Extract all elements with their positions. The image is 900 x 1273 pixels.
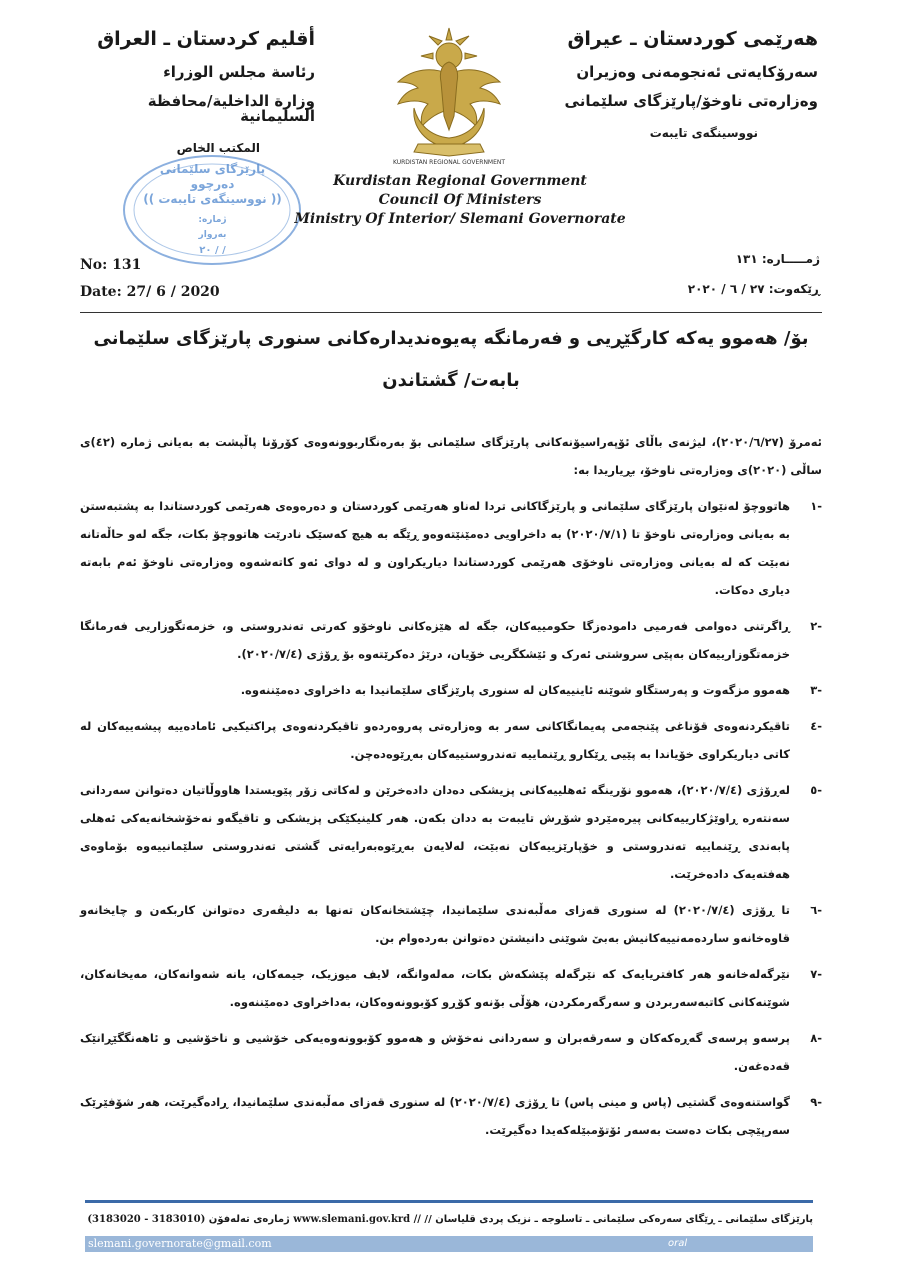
list-item bbox=[80, 492, 822, 604]
item-text: هاتووچۆ لەنێوان پارێزگای سلێمانی و پارێزگاکانی تردا لەناو هەرێمی کوردستان و دەرەوەی هەرێمی کوردستاندا بە پشتبەستن بە بەیانی وەزارەتی ناوخۆ تا (٢٠٢٠/٧/١) بە داخراویی دەمێنێتەوەو ڕێگە بە هیچ کەسێک نادرێت هاتووچۆ بکات، جگە لەو حاڵەتانە نەبێت کە لە بەیانی وەزارەتی ناوخۆی هەرێمی کوردستاندا دیاریکراون و لە دوای ئەو کاتەشەوە وەزارەتی ناوخۆ ئەم بابەتە دیاری دەکات. bbox=[80, 499, 790, 597]
item-text: لەڕۆژی (٢٠٢٠/٧/٤)، هەموو نۆرینگە ئەهلییەکانی پزیشکی دەدان دادەخرێن و لەکاتی زۆر پێویستدا هاووڵاتیان دەتوانن سەردانی سەنتەرە ڕاوێژکارییەکانی پیرەمێردو شۆڕش تایبەت بە ددان بکەن. هەر کلینیکێکی پزیشکی و تاقیگەو نەخۆشخانەیەکی ئەهلی پابەندی ڕێنماییە تەندروستی و خۆپارێزییەکان نەبێت، لەلایەن بەڕێوەبەرایەتی گشتی تەندروستی سلێمانییەوە بۆماوەی هەفتەیەک دادەخرێت. bbox=[80, 783, 791, 881]
kurdish-ministry: وەزارەتی ناوخۆ/پارێزگای سلێمانی bbox=[564, 92, 818, 110]
list-item bbox=[80, 712, 822, 768]
krg-eagle-emblem-icon bbox=[378, 12, 520, 172]
svg-text:KURDISTAN REGIONAL GOVERNMENT: KURDISTAN REGIONAL GOVERNMENT bbox=[392, 159, 506, 166]
list-item bbox=[80, 1024, 822, 1080]
stamp-line-6: / / ٢٠ bbox=[199, 245, 226, 256]
stamp-line-2: دەرچوو bbox=[190, 177, 235, 191]
list-item bbox=[80, 612, 822, 668]
subject-title: بابەت/ گشتاندن bbox=[382, 370, 520, 391]
stamp-line-1: پارێزگای سلێمانی bbox=[159, 162, 266, 176]
item-number: -٣ bbox=[810, 683, 822, 697]
item-number: -٦ bbox=[810, 903, 822, 917]
footer-divider bbox=[85, 1200, 813, 1203]
kurdish-office: نووسینگەی تایبەت bbox=[649, 126, 758, 140]
arabic-header bbox=[70, 30, 315, 154]
stamp-line-4: ژمارە: bbox=[198, 215, 227, 225]
arabic-office: المكتب الخاص bbox=[176, 141, 260, 155]
header-divider bbox=[80, 312, 822, 313]
footer-phones-label: ژمارەی تەلەفۆن bbox=[208, 1214, 290, 1225]
item-number: -٢ bbox=[810, 619, 822, 633]
arabic-ministry: وزارة الداخلية/محافظة السليمانية bbox=[147, 92, 315, 125]
stamp-line-3: (( نووسینگەی تایبەت )) bbox=[143, 192, 282, 206]
english-header bbox=[255, 172, 665, 229]
footer-website[interactable]: www.slemani.gov.krd // bbox=[293, 1214, 421, 1225]
document-body bbox=[80, 428, 822, 1152]
item-text: تا ڕۆژی (٢٠٢٠/٧/٤) لە سنوری قەزای مەڵبەندی سلێمانیدا، چێشتخانەکان تەنها بە دلیڤەری دەتوانن کاربکەن و چایخانەو قاوەخانەو ساردەمەنییەکانیش بەبێ شوێنی دانیشتن دەتوانن بەردەوام بن. bbox=[80, 903, 790, 945]
kurdish-council: سەرۆکایەتی ئەنجومەنی وەزیران bbox=[576, 63, 818, 81]
english-council: Council Of Ministers bbox=[378, 192, 542, 208]
footer-contacts bbox=[85, 1214, 813, 1225]
item-number: -٧ bbox=[810, 967, 822, 981]
intro-paragraph: ئەمرۆ (٢٠٢٠/٦/٢٧)، لیژنەی باڵای ئۆپەراسیۆنەکانی پارێزگای سلێمانی بۆ بەرەنگاربوونەوەی کۆرۆنا پاڵپشت بە بەیانی ژمارە (٤٢)ی ساڵی (٢٠٢٠)ی وەزارەتی ناوخۆ، بڕیاریدا بە: bbox=[80, 435, 822, 477]
item-number: -٨ bbox=[810, 1031, 822, 1045]
kurdish-header bbox=[518, 30, 818, 139]
kurdish-region: هەرێمی کوردستان ـ عیراق bbox=[567, 28, 818, 50]
item-text: نێرگەلەخانەو هەر کافتریایەک کە نێرگەلە پێشکەش بکات، مەلەوانگە، لایف میوزیک، جیمەکان، یانە شەوانەکان، مەیخانەکان، شوێنەکانی کاتبەسەربردن و سەرگەرمکردن، هۆڵی بۆنەو کۆڕو کۆبوونەوەکان، بەداخراوی دەمێننەوە. bbox=[80, 967, 790, 1009]
item-text: ڕاگرتنی دەوامی فەرمیی دامودەزگا حکومییەکان، جگە لە هێزەکانی ناوخۆو کەرتی تەندروستی و، خزمەتگوزاریی فەرمانگا خزمەتگوزارییەکان بەپێی سروشتی ئەرک و ئێشکگریی خۆیان، درێژ دەکرێتەوە بۆ ڕۆژی (٢٠٢٠/٧/٤). bbox=[80, 619, 790, 661]
item-number: -٤ bbox=[810, 719, 822, 733]
doc-number-ku: ژمـــــارە: ١٣١ bbox=[735, 252, 820, 266]
english-ministry: Ministry Of Interior/ Slemani Governorate bbox=[294, 211, 626, 227]
list-item bbox=[80, 896, 822, 952]
item-text: هەموو مزگەوت و پەرستگاو شوێنە ئاینییەکان لە سنوری پارێزگای سلێمانیدا بە داخراوی دەمێننەوە. bbox=[240, 683, 790, 697]
footer-email[interactable]: slemani.governorate@gmail.com bbox=[88, 1237, 272, 1250]
item-text: تاقیکردنەوەی قۆناغی پێنجەمی پەیمانگاکانی سەر بە وەزارەتی پەروەردەو تاقیکردنەوەی پراکتیکیی ئامادەییە پیشەییەکان لە کاتی دیاریکراوی خۆیاندا بە پێیی ڕێکارو ڕێنماییە تەندروستییەکان بەڕێوەدەچن. bbox=[80, 719, 790, 761]
addressee-title: بۆ/ هەموو یەکە کارگێڕیی و فەرمانگە پەیوەندیدارەکانی سنوری پارێزگای سلێمانی bbox=[93, 328, 809, 349]
doc-date-en: Date: 27/ 6 / 2020 bbox=[80, 284, 220, 300]
list-item bbox=[80, 776, 822, 888]
item-number: -١ bbox=[810, 499, 822, 513]
item-text: گواستنەوەی گشتیی (پاس و مینی پاس) تا ڕۆژی (٢٠٢٠/٧/٤) لە سنوری قەزای مەڵبەندی سلێمانیدا، ڕادەگیرێت، هەر شۆفێرێک سەرپێچی بکات دەست بەسەر ئۆتۆمبێلەکەیدا دەگیرێت. bbox=[80, 1095, 790, 1137]
item-text: پرسەو پرسەی گەڕەکەکان و سەرقەبران و سەردانی نەخۆش و هەموو کۆبوونەوەیەکی خۆشیی و ناخۆشیی و ئاهەنگگێڕانێک قەدەغەن. bbox=[80, 1031, 790, 1073]
footer-brand: oral bbox=[668, 1238, 688, 1249]
doc-date-ku: ڕێکەوت: ٢٧ / ٦ / ٢٠٢٠ bbox=[687, 282, 820, 296]
list-item bbox=[80, 676, 822, 704]
arabic-council: رئاسة مجلس الوزراء bbox=[163, 63, 315, 81]
footer-phones: (3183020 - 3183010) bbox=[87, 1214, 206, 1225]
arabic-region: أقليم كردستان ـ العراق bbox=[97, 28, 315, 50]
item-number: -٥ bbox=[810, 783, 822, 797]
item-number: -٩ bbox=[810, 1095, 822, 1109]
stamp-line-5: بەروار bbox=[198, 230, 227, 240]
list-item bbox=[80, 1088, 822, 1144]
list-item bbox=[80, 960, 822, 1016]
english-government: Kurdistan Regional Government bbox=[333, 173, 587, 189]
doc-number-en: No: 131 bbox=[80, 257, 142, 273]
footer-address: پارێزگای سلێمانی ـ ڕێگای سەرەکی سلێمانی ـ تاسلوجە ـ نزیک پردی قلیاسان // bbox=[424, 1214, 813, 1225]
